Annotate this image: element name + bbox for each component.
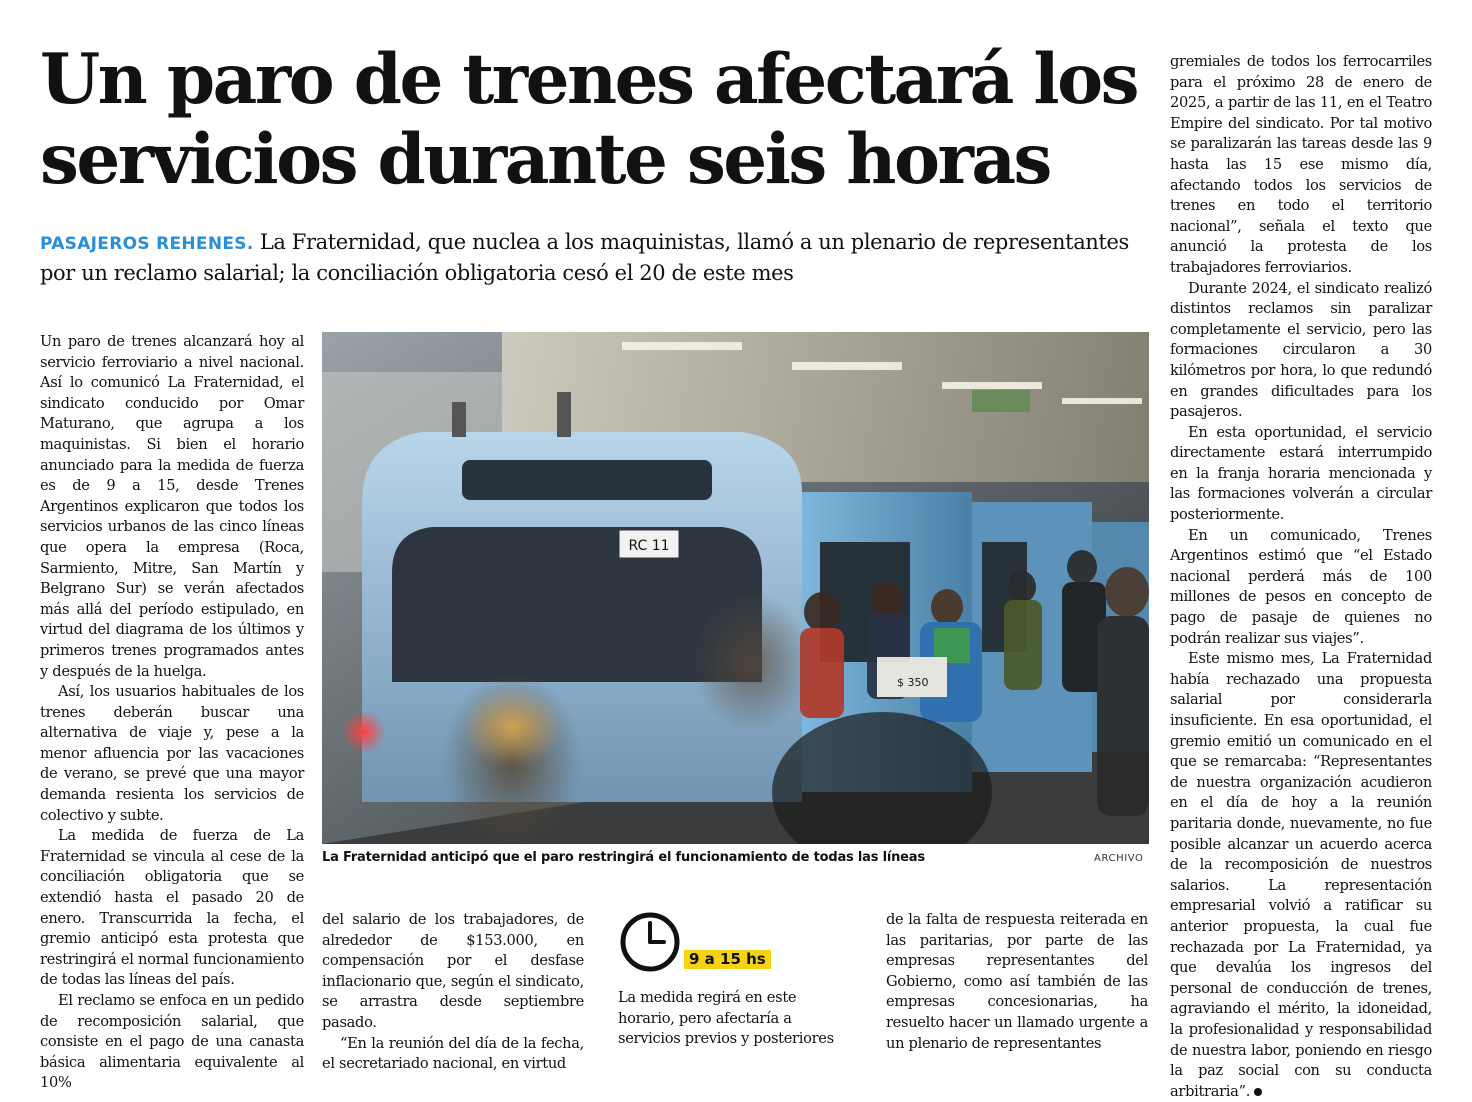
- paragraph: de la falta de respuesta reiterada en las paritarias, por parte de las empresas representantes del Gobierno, como así también de las empresas concesionarias, ha resuelto hacer un llamado urgente a un plenario de representantes: [886, 911, 1148, 1052]
- paragraph: Un paro de trenes alcanzará hoy al servicio ferroviario a nivel nacional. Así lo comunicó La Fraternidad, el sindicato conducido por Omar Maturano, que agrupa a los maquinistas. Si bien el horario anunciado para la medida de fuerza es de 9 a 15, desde Trenes Argentinos explicaron que todos los servicios urbanos de las cinco líneas que opera la empresa (Roca, Sarmiento, Mitre, San Martín y Belgrano Sur) se verán afectados más allá del período estipulado, en virtud del diagrama de los últimos y primeros trenes programados antes y después de la huelga.: [40, 333, 304, 680]
- body-column-4: [886, 910, 1148, 1054]
- infobox-text: [618, 988, 848, 1050]
- train-station-illustration: [322, 332, 1149, 844]
- paragraph: del salario de los trabajadores, de alrededor de $153.000, en compensación por el desfase inflacionario que, según el sindicato, se arrastra desde septiembre pasado.: [322, 911, 584, 1031]
- photo-credit: ARCHIVO: [1094, 853, 1144, 864]
- paragraph: [1170, 649, 1432, 1102]
- clock-icon: [618, 910, 690, 982]
- paragraph: En un comunicado, Trenes Argentinos estimó que “el Estado nacional perderá más de 100 millones de pesos en concepto de pago de pasaje de quienes no podrán realizar sus viajes”.: [1170, 526, 1432, 647]
- body-column-5: [1170, 52, 1432, 1102]
- photo-caption: La Fraternidad anticipó que el paro restringirá el funcionamiento de todas las líneas: [322, 850, 925, 865]
- paragraph: Así, los usuarios habituales de los trenes deberán buscar una alternativa de viaje y, pese a la menor afluencia por las vacaciones de verano, se prevé que una mayor demanda resienta los servicios de colectivo y subte.: [40, 683, 304, 824]
- paragraph: “En la reunión del día de la fecha, el secretariado nacional, en virtud: [322, 1034, 584, 1073]
- paragraph: gremiales de todos los ferrocarriles para el próximo 28 de enero de 2025, a partir de las 11, en el Teatro Empire del sindicato. Por tal motivo se paralizarán las tareas desde las 9 hasta las 15 ese mismo día, afectando todos los servicios de trenes en todo el territorio nacional”, señala el texto que anunció la protesta de los trabajadores ferroviarios.: [1170, 53, 1432, 276]
- hours-label: 9 a 15 hs: [684, 950, 771, 969]
- paragraph: El reclamo se enfoca en un pedido de recomposición salarial, que consiste en el pago de una canasta básica alimentaria equivalente al 10%: [40, 992, 304, 1092]
- paragraph: La medida regirá en este horario, pero afectaría a servicios previos y posteriores: [618, 989, 834, 1048]
- vendor-price-sign: $ 350: [897, 676, 929, 689]
- paragraph: Durante 2024, el sindicato realizó distintos reclamos sin paralizar completamente el servicio, pero las formaciones circularon a 30 kilómetros por hora, lo que redundó en grandes dificultades para los pasajeros.: [1170, 279, 1432, 421]
- train-photo: [322, 332, 1149, 844]
- paragraph: En esta oportunidad, el servicio directamente estará interrumpido en la franja horaria mencionada y las formaciones volverán a circular posteriormente.: [1170, 423, 1432, 524]
- kicker: PASAJEROS REHENES.: [40, 234, 254, 254]
- body-column-2: [322, 910, 584, 1075]
- train-route-sign: RC 11: [628, 538, 670, 554]
- paragraph: La medida de fuerza de La Fraternidad se vincula al cese de la conciliación obligatoria que se extendió hasta el pasado 20 de enero. Transcurrida la fecha, el gremio anticipó esta protesta que restringirá el normal funcionamiento de todas las líneas del país.: [40, 827, 304, 989]
- paragraph-text: Este mismo mes, La Fraternidad había rechazado una propuesta salarial por considerarla insuficiente. En esa oportunidad, el gremio emitió un comunicado en el que se remarcaba: “Representantes de nuestra organización acudieron en el día de hoy a la reunión paritaria donde, nuevamente, no fue posible alcanzar un acuerdo acerca de la recomposición de nuestros salarios. La representación empresarial volvió a ratificar su anterior propuesta, la cual fue rechazada por La Fraternidad, ya que devalúa los ingresos del personal de conducción de trenes, agraviando el mérito, la idoneidad, la profesionalidad y responsabilidad de nuestra labor, poniendo en riesgo la paz social con su conducta arbitraria”.: [1170, 650, 1432, 1100]
- body-column-1: [40, 332, 304, 1094]
- headline: Un paro de trenes afectará los servicios durante seis horas: [40, 39, 1137, 200]
- deck: [40, 228, 1150, 288]
- end-mark-icon: [1254, 1088, 1262, 1096]
- deck-text: La Fraternidad, que nuclea a los maquinistas, llamó a un plenario de representantes por un reclamo salarial; la conciliación obligatoria cesó el 20 de este mes: [40, 230, 1129, 285]
